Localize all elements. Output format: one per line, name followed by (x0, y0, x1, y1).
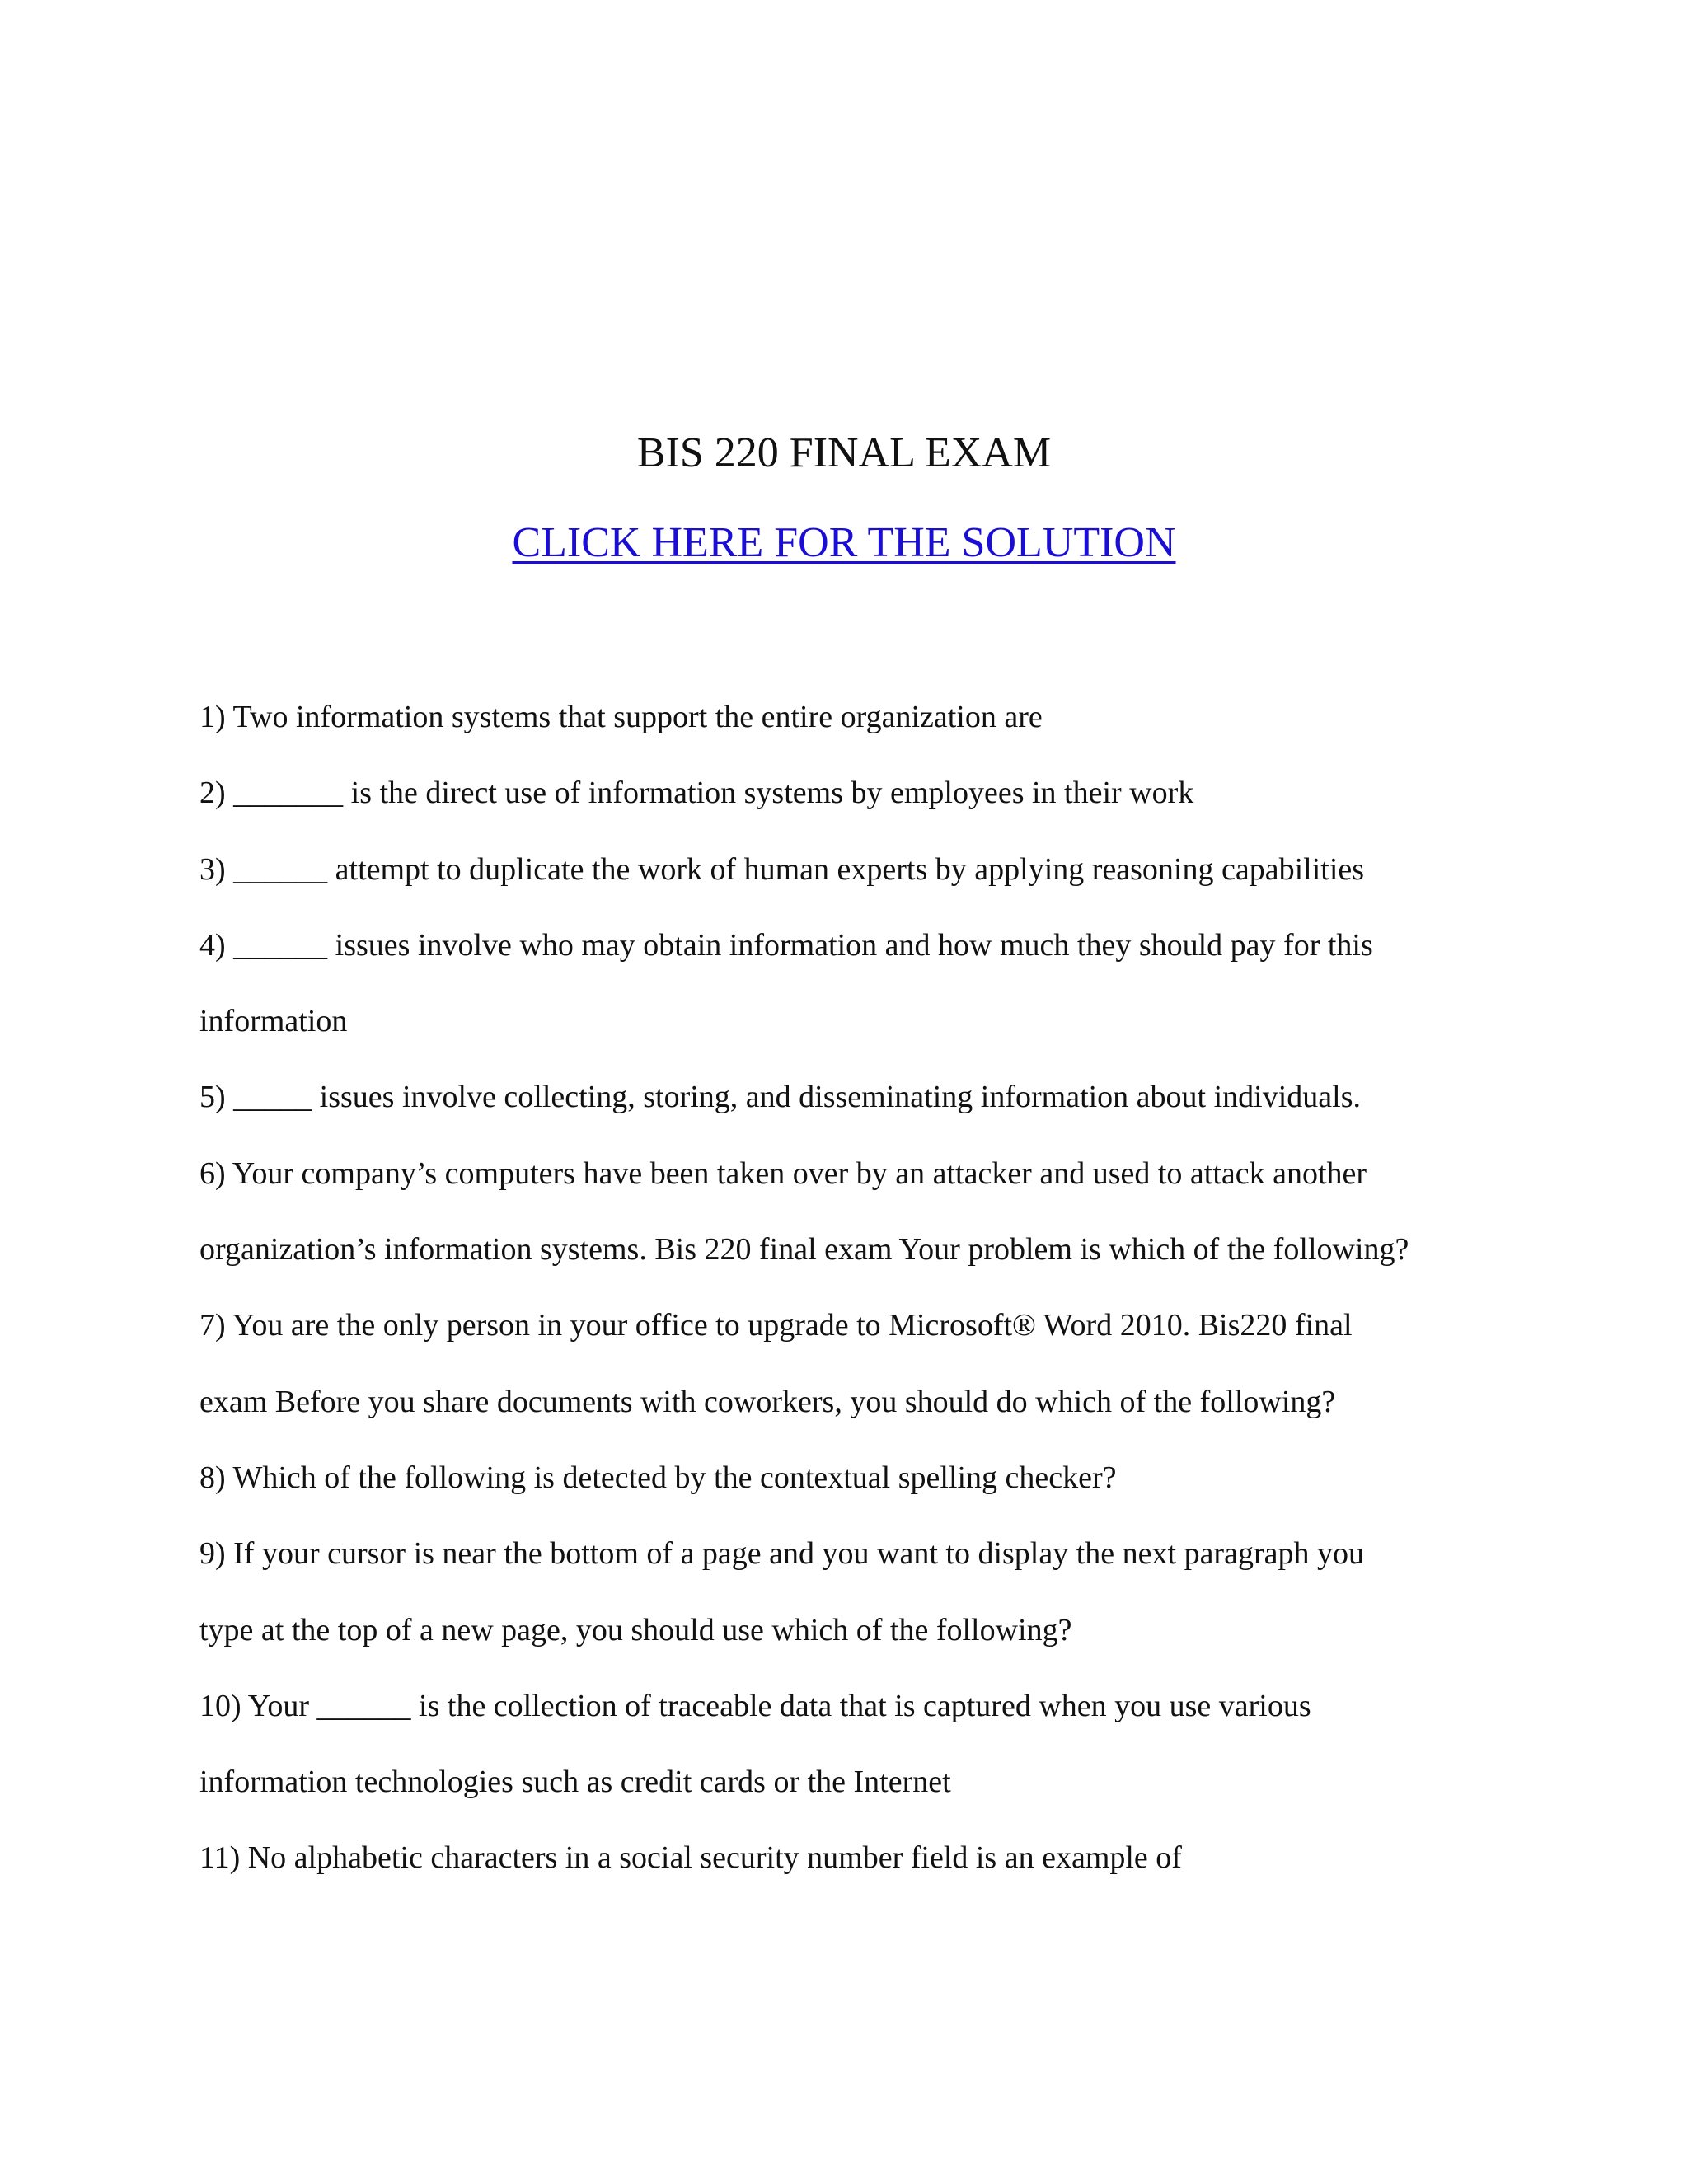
question-line-6-continued: organization’s information systems. Bis 220 final exam Your problem is which of the following? (199, 1232, 1409, 1268)
question-line-8: 8) Which of the following is detected by the contextual spelling checker? (199, 1460, 1117, 1495)
question-line-2: 2) _______ is the direct use of information systems by employees in their work (199, 776, 1194, 811)
solution-link-container (0, 517, 1688, 569)
question-line-10-continued: information technologies such as credit cards or the Internet (199, 1765, 951, 1800)
document-title: BIS 220 FINAL EXAM (636, 429, 1052, 476)
question-list (199, 679, 1584, 1896)
question-line-9-continued: type at the top of a new page, you should use which of the following? (199, 1612, 1072, 1647)
question-line-10: 10) Your ______ is the collection of traceable data that is captured when you use various (199, 1688, 1311, 1723)
question-line-4: 4) ______ issues involve who may obtain information and how much they should pay for this (199, 927, 1373, 963)
question-line-7-continued: exam Before you share documents with coworkers, you should do which of the following? (199, 1384, 1336, 1419)
question-line-1: 1) Two information systems that support the entire organization are (199, 700, 1043, 734)
question-line-6: 6) Your company’s computers have been taken over by an attacker and used to attack another (199, 1155, 1367, 1191)
solution-link[interactable]: CLICK HERE FOR THE SOLUTION (512, 519, 1176, 566)
question-line-3: 3) ______ attempt to duplicate the work of human experts by applying reasoning capabilities (199, 851, 1365, 887)
question-line-9: 9) If your cursor is near the bottom of a page and you want to display the next paragraph you (199, 1536, 1364, 1572)
question-line-5: 5) _____ issues involve collecting, storing, and disseminating information about individuals. (199, 1080, 1361, 1115)
question-line-4-continued: information (199, 1004, 348, 1039)
question-line-11: 11) No alphabetic characters in a social security number field is an example of (199, 1840, 1182, 1876)
question-line-7: 7) You are the only person in your office to upgrade to Microsoft® Word 2010. Bis220 final (199, 1308, 1353, 1343)
